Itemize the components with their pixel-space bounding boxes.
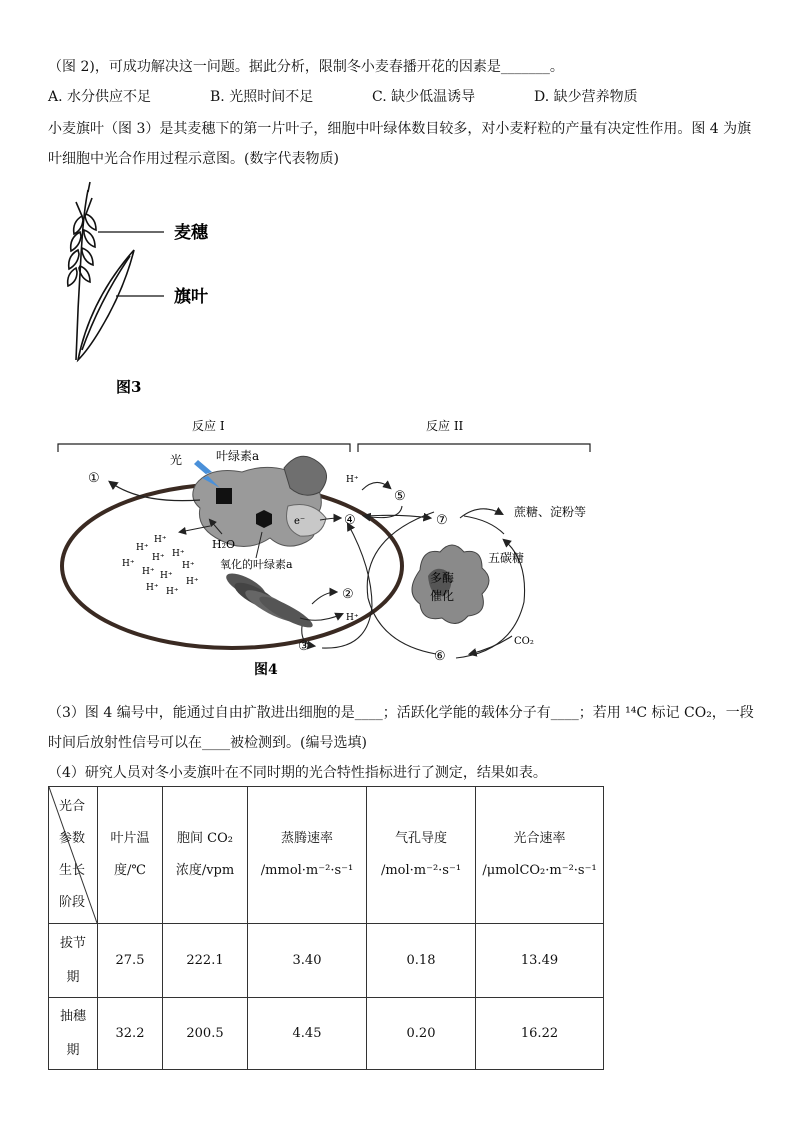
table-row	[49, 998, 604, 1070]
value-cell: 0.18	[367, 924, 476, 998]
reaction-2-bracket	[358, 444, 590, 452]
proton-label: H⁺	[152, 553, 165, 563]
table-row	[49, 924, 604, 998]
proton-label: H⁺	[346, 613, 359, 623]
corner-text: 参数	[59, 831, 86, 846]
column-header: 蒸腾速率 /mmol·m⁻²·s⁻¹	[248, 787, 367, 924]
flag-leaf-label: 旗叶	[174, 287, 208, 307]
chlorophyll-label: 叶绿素a	[216, 449, 260, 463]
corner-text: 阶段	[59, 895, 86, 910]
option-b[interactable]: B. 光照时间不足	[210, 89, 314, 105]
enzyme-label-2: 催化	[430, 589, 455, 603]
reaction-1-bracket	[58, 444, 350, 452]
enzyme-label-1: 多酶	[430, 571, 455, 585]
electron-label: e⁻	[294, 516, 306, 527]
light-label: 光	[170, 453, 183, 467]
proton-label: H⁺	[186, 577, 199, 587]
column-header: 叶片温 度/℃	[98, 787, 163, 924]
q3-line-1: （3）图 4 编号中，能通过自由扩散进出细胞的是____；活跃化学能的载体分子有____；若用 ¹⁴C 标记 CO₂，一段	[48, 705, 754, 721]
q3-line-2: 时间后放射性信号可以在____被检测到。(编号选填)	[48, 735, 367, 751]
water-label: H₂O	[212, 538, 236, 551]
figure-3	[60, 180, 260, 405]
sugar-label: 蔗糖、淀粉等	[514, 505, 587, 519]
value-cell: 3.40	[248, 924, 367, 998]
wheat-illustration	[68, 182, 134, 360]
reaction-1-label: 反应 I	[192, 419, 225, 433]
value-cell: 16.22	[476, 998, 604, 1070]
stage-cell: 抽穗 期	[49, 998, 98, 1070]
photosynthesis-table	[48, 786, 604, 1070]
label-1: ①	[88, 471, 100, 486]
ear-label: 麦穗	[174, 223, 208, 243]
label-2: ②	[342, 587, 354, 602]
value-cell: 222.1	[163, 924, 248, 998]
label-6: ⑥	[434, 649, 446, 664]
figure-4-caption: 图4	[254, 662, 278, 678]
value-cell: 0.20	[367, 998, 476, 1070]
lumen-protons	[122, 535, 199, 597]
proton-label: H⁺	[182, 561, 195, 571]
stage-cell: 拔节 期	[49, 924, 98, 998]
value-cell: 32.2	[98, 998, 163, 1070]
cycle-arc-top	[464, 516, 504, 534]
proton-label: H⁺	[122, 559, 135, 569]
proton-label: H⁺	[146, 583, 159, 593]
figure-3-caption: 图3	[116, 378, 142, 396]
option-c[interactable]: C. 缺少低温诱导	[372, 89, 476, 105]
q4-text: （4）研究人员对冬小麦旗叶在不同时期的光合特性指标进行了测定，结果如表。	[48, 765, 547, 781]
arrow-2	[312, 592, 336, 604]
proton-label: H⁺	[142, 567, 155, 577]
figure-4	[50, 408, 610, 683]
reaction-2-label: 反应 II	[426, 419, 464, 433]
label-3: ③	[298, 639, 310, 654]
proton-to-5-arrow	[362, 482, 390, 490]
para-line-1: 小麦旗叶（图 3）是其麦穗下的第一片叶子，细胞中叶绿体数目较多，对小麦籽粒的产量有决定性作用。图 4 为旗	[48, 121, 752, 137]
option-d[interactable]: D. 缺少营养物质	[534, 89, 638, 105]
label-4: ④	[344, 513, 356, 528]
proton-label: H⁺	[136, 543, 149, 553]
co2-arrow	[470, 636, 512, 654]
proton-label: H⁺	[346, 475, 359, 485]
chlorophyll-square-icon	[216, 488, 232, 504]
proton-label: H⁺	[160, 571, 173, 581]
co2-label: CO₂	[514, 636, 534, 647]
proton-label: H⁺	[166, 587, 179, 597]
option-a[interactable]: A. 水分供应不足	[48, 89, 152, 105]
atp-synthase	[223, 569, 316, 633]
column-header: 胞间 CO₂ 浓度/vpm	[163, 787, 248, 924]
value-cell: 13.49	[476, 924, 604, 998]
value-cell: 200.5	[163, 998, 248, 1070]
label-7: ⑦	[436, 513, 448, 528]
proton-label: H⁺	[172, 549, 185, 559]
intro-text: （图 2)，可成功解决这一问题。据此分析，限制冬小麦春播开花的因素是_______。	[48, 59, 564, 75]
table-corner-cell	[49, 787, 98, 924]
corner-text: 生长	[59, 863, 86, 878]
value-cell: 4.45	[248, 998, 367, 1070]
table-header-row	[49, 787, 604, 924]
column-header: 光合速率 /μmolCO₂·m⁻²·s⁻¹	[476, 787, 604, 924]
para-line-2: 叶细胞中光合作用过程示意图。(数字代表物质)	[48, 151, 339, 167]
oxidized-label: 氧化的叶绿素a	[220, 558, 293, 571]
corner-text: 光合	[59, 799, 86, 814]
label-5: ⑤	[394, 489, 406, 504]
pentose-label: 五碳糖	[488, 551, 525, 565]
proton-label: H⁺	[154, 535, 167, 545]
column-header: 气孔导度 /mol·m⁻²·s⁻¹	[367, 787, 476, 924]
value-cell: 27.5	[98, 924, 163, 998]
